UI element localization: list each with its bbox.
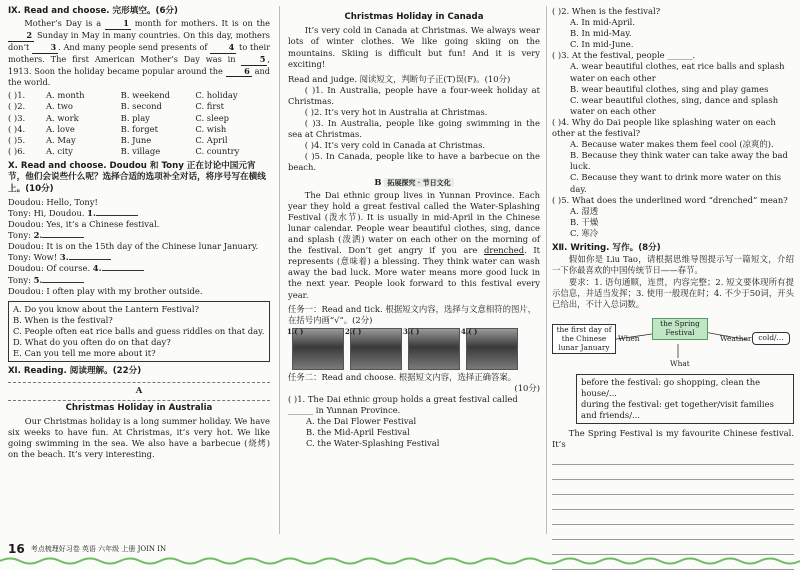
mc-options <box>570 206 794 239</box>
part-a-label: A <box>135 384 143 395</box>
column-left <box>8 6 270 460</box>
mc-option[interactable]: B. In mid-May. <box>570 28 632 39</box>
drenched-word: drenched <box>483 245 525 256</box>
question-number[interactable]: ( )5. <box>8 134 26 145</box>
dialogue-option: E. Can you tell me more about it? <box>13 348 156 359</box>
tf-question[interactable]: ( )2. It’s very hot in Australia at Christmas. <box>304 107 488 117</box>
option-c: C. April <box>195 134 228 145</box>
section11-title: Ⅺ. Reading. 阅读理解。(22分) <box>8 366 142 377</box>
dialogue-option: D. What do you often do on that day? <box>13 337 171 348</box>
mind-what-label: What <box>670 358 690 368</box>
mc-option[interactable]: A. Because water makes them feel cool (凉爽的). <box>570 139 774 150</box>
dialogue-blank-number: 2. <box>33 230 43 241</box>
option-c: C. country <box>195 145 240 156</box>
option-c: C. first <box>195 101 225 112</box>
dialogue-answer-blank[interactable] <box>69 259 111 260</box>
mc-question-text[interactable]: ( )4. Why do Dai people like splashing water on each other at the festival? <box>552 116 776 139</box>
mc-questions-2-5 <box>552 6 794 239</box>
option-c: C. sleep <box>195 112 230 123</box>
mc-option[interactable]: B. wear beautiful clothes, sing and play games <box>570 83 769 94</box>
task1-instruction: 任务一：Read and tick. 根据短文内容，选择与文意相符的图片，在括号内画“√”。(2分) <box>288 303 537 325</box>
cloze-blank[interactable]: 2 <box>8 30 34 42</box>
mc-options <box>570 139 794 194</box>
dialogue-option: C. People often eat rice balls and guess riddles on that day. <box>13 325 265 336</box>
mc-option[interactable]: A. 湿透 <box>570 205 599 216</box>
photo-label: 3.( ) <box>403 326 420 336</box>
dialogue-line: Tony: 2. <box>8 230 270 241</box>
part-b-label: B <box>374 176 382 187</box>
picture-row <box>287 326 540 370</box>
dialogue-blank-number: 4. <box>92 263 102 274</box>
writing-opening: The Spring Festival is my favourite Chinese festival. It’s <box>552 428 794 450</box>
mind-weather-box: cold/... <box>752 332 790 345</box>
mc-option[interactable]: C. wear beautiful clothes, sing, dance and splash water on each other <box>570 94 779 116</box>
writing-requirements: 要求：1. 语句通顺，连贯，内容完整；2. 短文要体现所有提示信息，并适当发挥；3. 使用一般现在时；4. 不少于50词，开头已给出，不计入总词数。 <box>552 276 794 309</box>
cloze-question-row <box>8 124 270 135</box>
section12-title: Ⅻ. Writing. 写作。(8分) <box>552 242 661 253</box>
option-a: A. work <box>46 112 79 123</box>
task2-score: (10分) <box>514 382 540 393</box>
option-a: A. two <box>46 101 73 112</box>
dialogue-blank-number: 3. <box>59 252 69 263</box>
question-number[interactable]: ( )6. <box>8 145 26 156</box>
dialogue-blank-number: 1. <box>87 208 96 218</box>
dialogue-line: Doudou: Of course. 4. <box>8 263 270 274</box>
tf-question[interactable]: ( )1. In Australia, people have a four-week holiday at Christmas. <box>288 84 540 106</box>
dialogue-answer-blank[interactable] <box>96 215 138 216</box>
question-number[interactable]: ( )3. <box>8 112 26 123</box>
option-b: B. forget <box>120 123 158 134</box>
mc-option[interactable]: A. In mid-April. <box>570 17 635 28</box>
mc-option[interactable]: B. 干燥 <box>570 216 599 227</box>
cloze-question-row <box>8 90 270 101</box>
option-b: B. weekend <box>120 90 171 101</box>
mc-options <box>570 17 794 50</box>
cloze-questions <box>8 90 270 157</box>
column-middle <box>288 6 540 449</box>
festival-photo[interactable] <box>345 326 402 370</box>
dialogue-line: Doudou: Yes, it’s a Chinese festival. <box>8 219 160 230</box>
option-a: A. May <box>46 134 76 145</box>
mc-question-text[interactable]: ( )2. When is the festival? <box>552 6 661 16</box>
option-a: A. city <box>46 145 73 156</box>
mc-option[interactable]: C. Because they want to drink more water on this day. <box>570 172 782 194</box>
cloze-question-row <box>8 135 270 146</box>
true-false-questions <box>288 85 540 174</box>
tf-question[interactable]: ( )5. In Canada, people like to have a barbecue on the beach. <box>288 151 540 173</box>
mc-question-text[interactable]: ( )1. The Dai ethnic group holds a great festival called ______ in Yunnan Province. <box>288 393 518 416</box>
question-number[interactable]: ( )1. <box>8 90 26 101</box>
dialogue-line: Doudou: Hello, Tony! <box>8 196 98 207</box>
passage-a2-text: It’s very cold in Canada at Christmas. We always wear lots of winter clothes. We like going skiing on the mountains. Skiing is difficult but fun! And it is very exciting! <box>288 25 540 69</box>
option-a: A. month <box>46 90 85 101</box>
section9-title: Ⅸ. Read and choose. 完形填空。(6分) <box>8 6 178 16</box>
tf-question[interactable]: ( )4. It’s very cold in Canada at Christmas. <box>304 140 486 151</box>
mc-option[interactable]: A. wear beautiful clothes, eat rice balls and splash water on each other <box>570 61 785 83</box>
cloze-blank[interactable]: 1 <box>105 18 131 30</box>
mc-option[interactable]: B. the Mid-April Festival <box>306 427 410 438</box>
dialogue-line: Doudou: I often play with my brother outside. <box>8 285 203 296</box>
dialogue-line: Tony: 5. <box>8 275 270 286</box>
mc-question-text[interactable]: ( )3. At the festival, people ______. <box>552 50 696 61</box>
section10-title: Ⅹ. Read and choose. Doudou 和 Tony 正在讨论中国元宵节，他们会说些什么呢？选择合适的选项补全对话，将序号写在横线上。(10分) <box>8 160 266 194</box>
tf-instruction: Read and judge. 阅读短文，判断句子正(T)误(F)。(10分) <box>288 73 511 84</box>
part-b-heading <box>288 177 540 188</box>
dialogue-line: Tony: Wow! 3. <box>8 252 270 263</box>
mind-when-box: the first day of the Chinese lunar January <box>552 324 616 355</box>
festival-photo[interactable] <box>403 326 460 370</box>
cloze-question-row <box>8 101 270 112</box>
mind-center: the Spring Festival <box>652 318 708 340</box>
question-number[interactable]: ( )2. <box>8 101 26 112</box>
dialogue-option: B. When is the festival? <box>13 314 113 325</box>
mind-weather-label: Weather <box>720 333 752 343</box>
cloze-question-row <box>8 113 270 124</box>
festival-photo[interactable] <box>461 326 518 370</box>
photo-label: 2.( ) <box>345 326 362 336</box>
passage-b-text: The Dai ethnic group lives in Yunnan Province. Each year they hold a great festival called the Water-Splashing Festival (泼水节). It is usually in mid-April in the Chinese lunar calendar. People wear beautiful clothes, sing, dance and splash (泼洒) water on each other on the morning of the festival. Don’t get angry if you are drenched. It represents (意味着) a blessing. They think water can wash away the bad luck. More water means more good luck in the next year. People look forward to this festival every year. <box>288 189 540 300</box>
passage-a-title: Christmas Holiday in Australia <box>65 402 213 413</box>
option-b: B. play <box>120 112 150 123</box>
tf-question[interactable]: ( )3. In Australia, people like going swimming in the sea at Christmas. <box>288 118 540 140</box>
task2-instruction: 任务二：Read and choose. 根据短文内容，选择正确答案。 <box>288 371 517 382</box>
question-number[interactable]: ( )4. <box>8 123 26 134</box>
option-b: B. June <box>120 134 152 145</box>
dialogue <box>8 197 270 297</box>
page-number: 16 <box>8 542 25 556</box>
footer-wave-decoration <box>0 556 800 566</box>
photo-label: 1.( ) <box>287 326 304 336</box>
festival-photo[interactable] <box>287 326 344 370</box>
mind-map <box>552 314 794 370</box>
part-b-badge: 拓展探究 · 节日文化 <box>384 178 453 187</box>
mc-option[interactable]: C. 寒冷 <box>570 227 599 238</box>
dialogue-options-box <box>8 301 270 362</box>
dialogue-answer-blank[interactable] <box>42 282 84 283</box>
dialogue-answer-blank[interactable] <box>102 270 144 271</box>
cloze-blank[interactable]: 6 <box>226 66 252 78</box>
footer-info: 考点梳理好习卷 英语 六年级 上册 JOIN IN <box>30 545 167 554</box>
mind-what-box <box>576 374 794 424</box>
dialogue-answer-blank[interactable] <box>42 237 84 238</box>
mc-option[interactable]: C. the Water-Splashing Festival <box>306 438 440 449</box>
mc-question-text[interactable]: ( )5. What does the underlined word “drenched” mean? <box>552 194 788 205</box>
cloze-blank[interactable]: 5 <box>241 54 267 66</box>
option-b: B. second <box>120 101 162 112</box>
writing-prompt: 假如你是 Liu Tao，请根据思维导图提示写一篇短文，介绍一下你最喜欢的中国传统节日——春节。 <box>552 254 794 276</box>
mc-option[interactable]: B. Because they think water can take away the bad luck. <box>570 150 788 172</box>
cloze-passage: Mother’s Day is a 1 month for mothers. It is on the 2 Sunday in May in many countries. On this day, mothers don’t 3 . And many people send presents of 4 to their mothers. The first American Mother’s Day was in 5 , 1913. Soon the holiday became popular around the 6 and the world. <box>8 18 270 88</box>
mc-options <box>306 416 540 449</box>
mind-what-item: before the festival: go shopping, clean the house/... <box>581 376 761 398</box>
passage-a-text: Our Christmas holiday is a long summer holiday. We have six weeks to have fun. At Christmas, it’s very hot. We like going swimming in the sea. We also have a barbecue (烧烤) on the beach. It’s very interesting. <box>8 416 270 460</box>
dialogue-line: Doudou: It is on the 15th day of the Chinese lunar January. <box>8 241 259 252</box>
mc-option[interactable]: C. In mid-June. <box>570 39 634 50</box>
mc-options <box>570 61 794 116</box>
option-c: C. holiday <box>195 90 238 101</box>
dialogue-option: A. Do you know about the Lantern Festival? <box>13 303 200 314</box>
passage-a2-title: Christmas Holiday in Canada <box>344 12 484 22</box>
mc-question-1 <box>288 394 540 449</box>
writing-lines[interactable] <box>552 450 794 570</box>
mind-when-label: When <box>618 333 640 343</box>
dialogue-line: Tony: Hi, Doudou. 1. <box>8 208 270 219</box>
cloze-blank[interactable]: 4 <box>210 42 236 54</box>
photo-label: 4.( ) <box>461 326 478 336</box>
mc-option[interactable]: A. the Dai Flower Festival <box>306 416 417 427</box>
mind-what-item: during the festival: get together/visit families and friends/... <box>581 398 774 421</box>
option-c: C. wish <box>195 123 227 134</box>
cloze-blank[interactable]: 3 <box>32 42 58 54</box>
cloze-question-row <box>8 146 270 157</box>
option-b: B. village <box>120 145 161 156</box>
column-right <box>552 6 794 570</box>
dialogue-blank-number: 5. <box>33 274 43 285</box>
option-a: A. love <box>46 123 75 134</box>
